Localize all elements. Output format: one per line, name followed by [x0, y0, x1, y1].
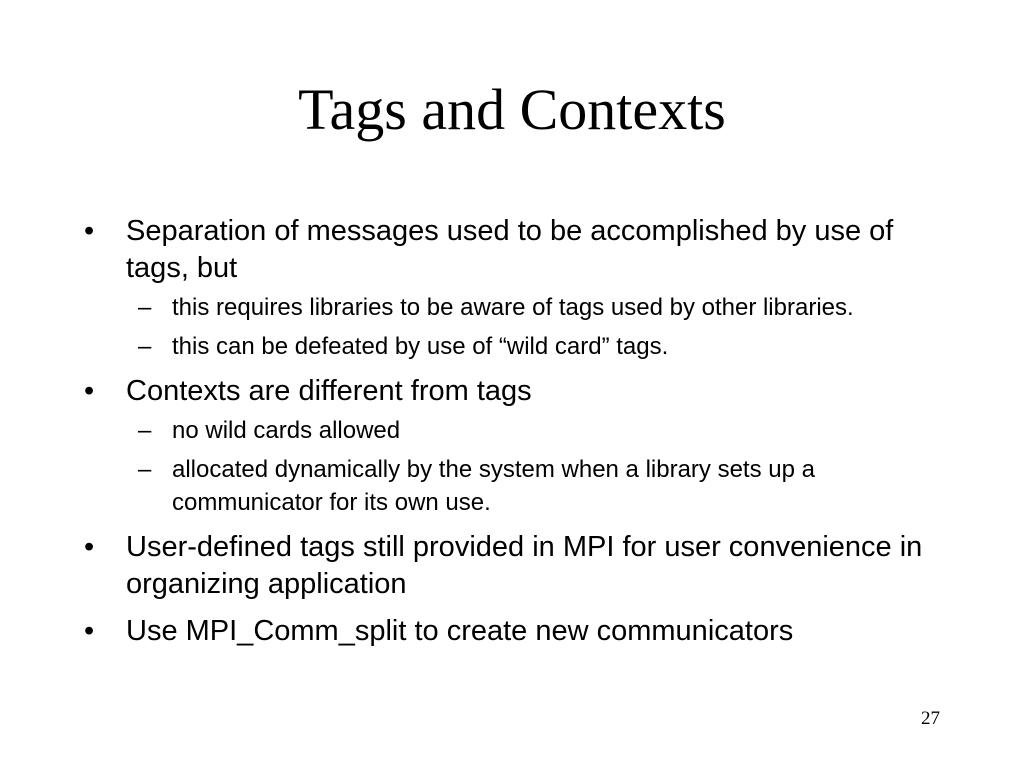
bullet-text: Use MPI_Comm_split to create new communicators: [126, 615, 794, 647]
sub-bullet-marker: –: [138, 333, 152, 360]
sub-bullet-text: allocated dynamically by the system when a library sets up a communicator for its own use.: [172, 456, 815, 516]
bullet-text: User-defined tags still provided in MPI for user convenience in organizing application: [126, 531, 923, 600]
slide-title: Tags and Contexts: [298, 77, 726, 142]
sub-bullet-item: [126, 414, 944, 447]
sub-bullet-list: [126, 291, 944, 363]
bullet-item: [84, 613, 944, 650]
sub-bullet-marker: –: [138, 294, 152, 321]
bullet-marker: •: [84, 531, 95, 563]
sub-bullet-text: this requires libraries to be aware of tags used by other libraries.: [172, 294, 854, 321]
bullet-item: [84, 529, 944, 603]
page-number: 27: [921, 708, 940, 729]
bullet-text: Separation of messages used to be accomplished by use of tags, but: [126, 215, 894, 284]
sub-bullet-item: [126, 453, 944, 519]
sub-bullet-marker: –: [138, 417, 152, 444]
sub-bullet-marker: –: [138, 456, 152, 483]
bullet-marker: •: [84, 215, 95, 247]
bullet-marker: •: [84, 375, 95, 407]
sub-bullet-item: [126, 330, 944, 363]
bullet-item: [84, 213, 944, 363]
sub-bullet-item: [126, 291, 944, 324]
sub-bullet-text: no wild cards allowed: [172, 417, 401, 444]
sub-bullet-text: this can be defeated by use of “wild card” tags.: [172, 333, 669, 360]
bullet-text: Contexts are different from tags: [126, 375, 532, 407]
sub-bullet-list: [126, 414, 944, 519]
bullet-list: [84, 213, 944, 660]
bullet-marker: •: [84, 615, 95, 647]
bullet-item: [84, 373, 944, 519]
